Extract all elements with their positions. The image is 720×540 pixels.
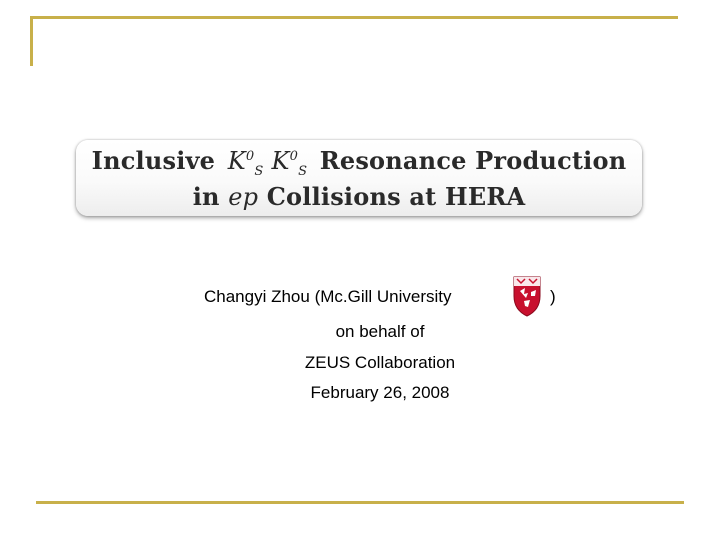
- on-behalf-text: on behalf of: [335, 322, 425, 341]
- top-rule: [30, 16, 678, 19]
- title-line2-suffix: Collisions at HERA: [266, 182, 526, 211]
- title-suffix: Resonance Production: [319, 146, 627, 175]
- author-text: Changyi Zhou (Mc.Gill University: [204, 287, 452, 306]
- title-line2-prefix: in: [192, 182, 220, 211]
- particle-symbol-1: $K^0_S$: [227, 147, 264, 179]
- title-prefix: Inclusive: [91, 146, 216, 175]
- title-line-2: [76, 182, 642, 211]
- collaboration-text: ZEUS Collaboration: [304, 353, 456, 372]
- title-box: [76, 140, 642, 216]
- bottom-rule: [36, 501, 684, 504]
- author-close-paren: ): [550, 287, 556, 306]
- date-text: February 26, 2008: [310, 383, 450, 402]
- title-line-1: [76, 146, 642, 179]
- left-rule: [30, 16, 33, 66]
- title-line2-math: ep: [228, 183, 259, 211]
- particle-symbol-2: $K^0_S$: [271, 147, 308, 179]
- mcgill-crest-icon: [511, 274, 543, 318]
